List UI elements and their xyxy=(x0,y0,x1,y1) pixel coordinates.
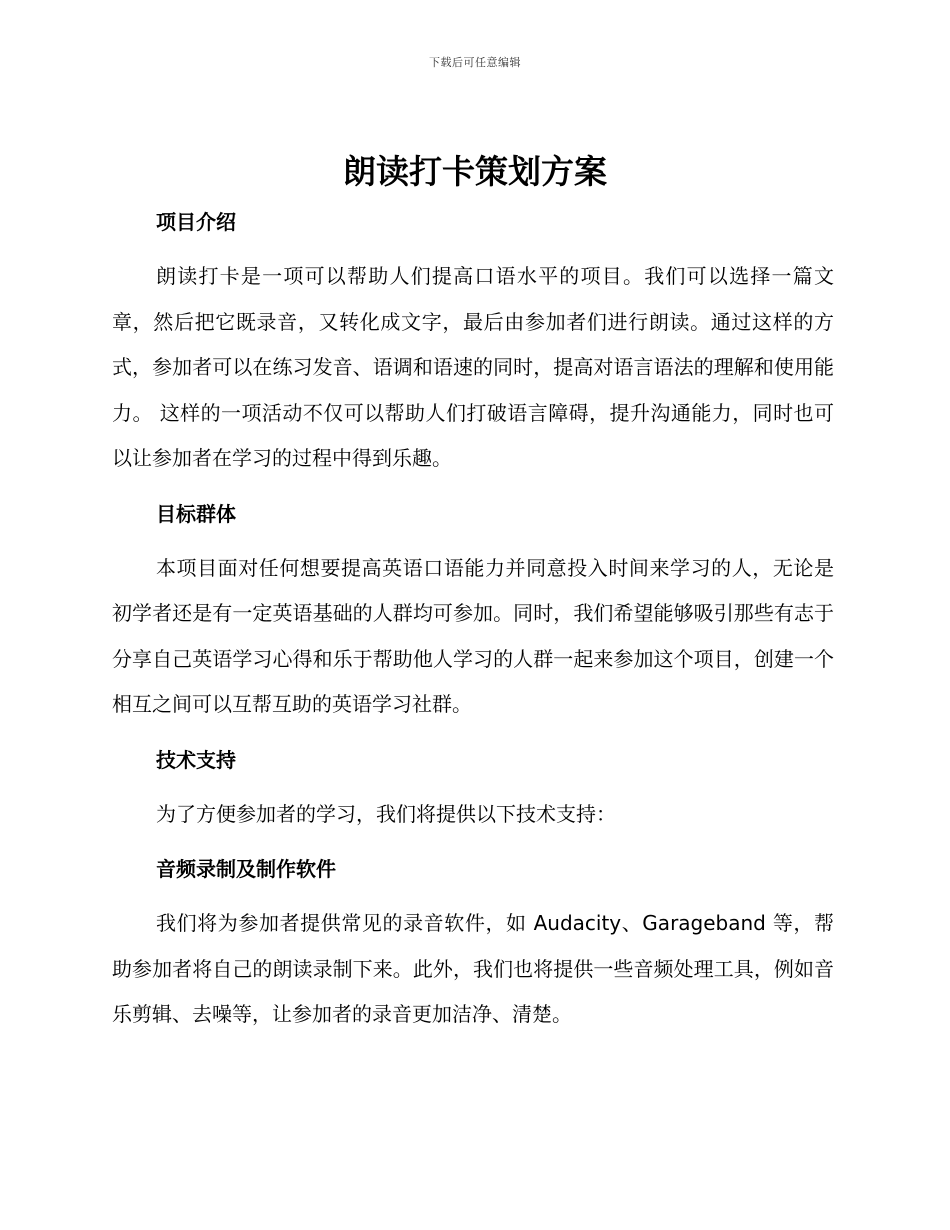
section-heading: 音频录制及制作软件 xyxy=(156,857,336,881)
section-project-intro xyxy=(112,200,834,492)
section-tech-support xyxy=(112,738,834,848)
document-body xyxy=(112,200,834,1038)
section-heading: 技术支持 xyxy=(156,747,236,772)
section-paragraph: 我们将为参加者提供常见的录音软件，如 Audacity、Garageband 等，帮助参加者将自己的朗读录制下来。此外，我们也将提供一些音频处理工具，例如音乐剪辑、去噪等，让参加者的录音更加洁净、清楚。 xyxy=(112,911,834,1026)
section-audio-software xyxy=(112,847,834,1038)
section-paragraph: 本项目面对任何想要提高英语口语能力并同意投入时间来学习的人，无论是初学者还是有一定英语基础的人群均可参加。同时，我们希望能够吸引那些有志于分享自己英语学习心得和乐于帮助他人学习的人群一起来参加这个项目，创建一个相互之间可以互帮互助的英语学习社群。 xyxy=(112,555,834,716)
document-title: 朗读打卡策划方案 xyxy=(343,152,607,191)
section-paragraph: 朗读打卡是一项可以帮助人们提高口语水平的项目。我们可以选择一篇文章，然后把它既录音，又转化成文字，最后由参加者们进行朗读。通过这样的方式，参加者可以在练习发音、语调和语速的同时，提高对语言语法的理解和使用能力。 这样的一项活动不仅可以帮助人们打破语言障碍，提升沟通能力，同时也可以让参加者在学习的过程中得到乐趣。 xyxy=(112,264,834,470)
section-paragraph: 为了方便参加者的学习，我们将提供以下技术支持： xyxy=(156,801,616,826)
section-target-group xyxy=(112,492,834,738)
page-header-note: 下载后可任意编辑 xyxy=(429,56,521,69)
section-heading: 目标群体 xyxy=(156,501,236,526)
section-heading: 项目介绍 xyxy=(156,210,236,234)
